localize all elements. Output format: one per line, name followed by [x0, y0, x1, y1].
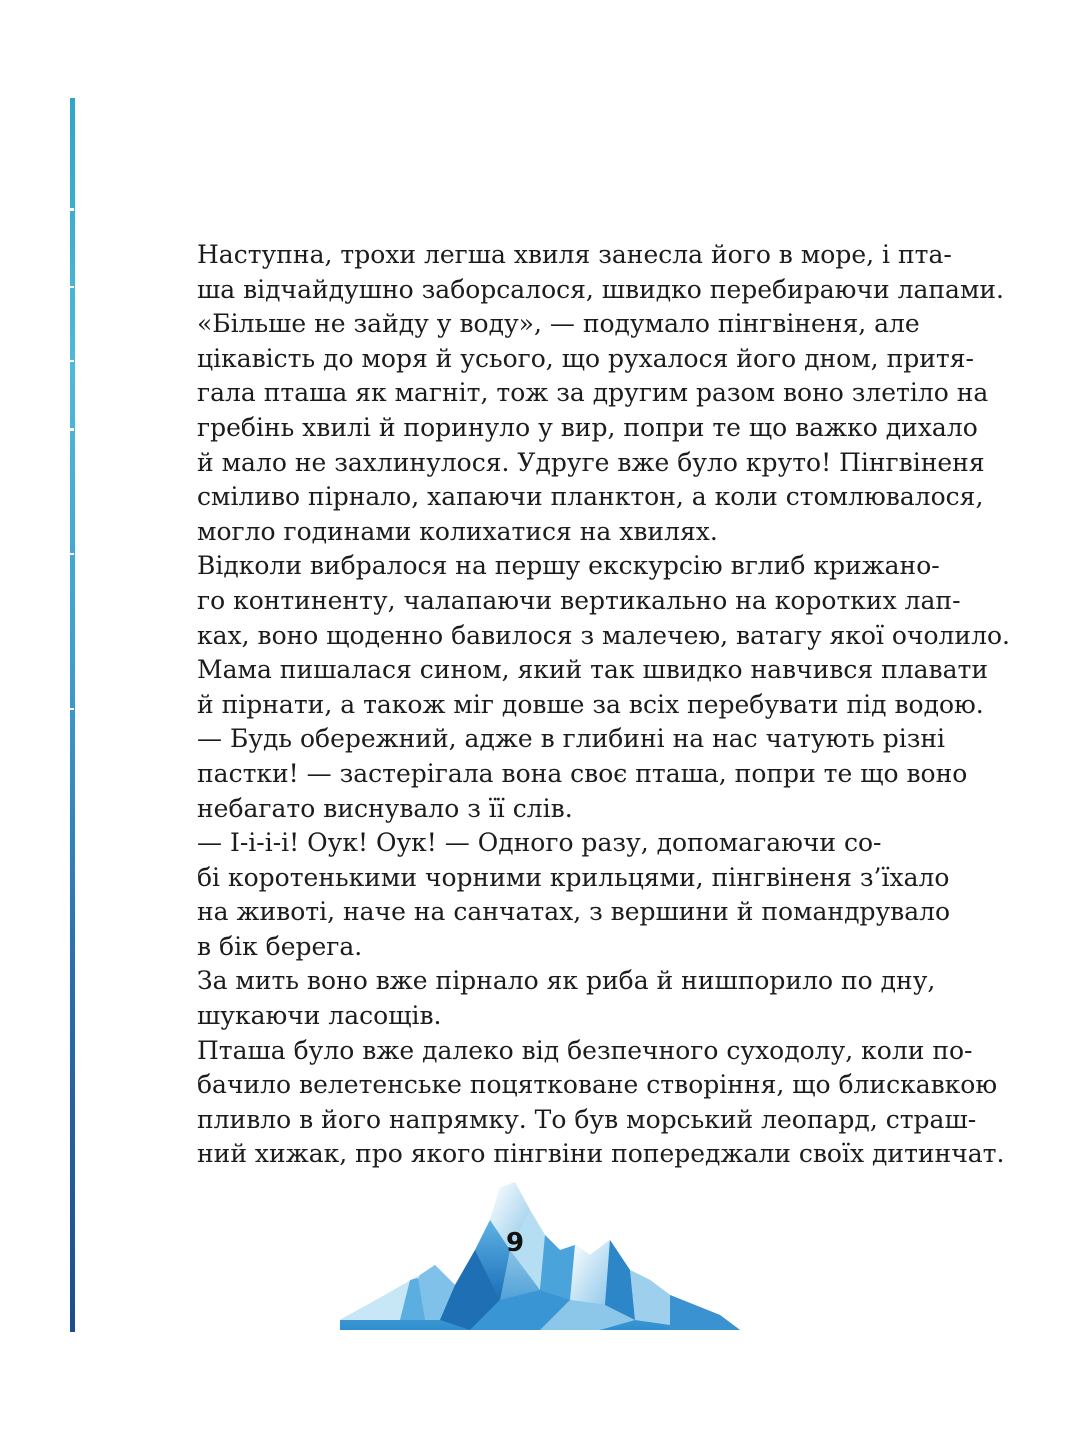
- text-line: Пташа було вже далеко від безпечного суходолу, коли по-: [197, 1035, 973, 1065]
- strip-glint: [70, 286, 74, 288]
- text-line: — І-і-і-і! Оук! Оук! — Одного разу, допомагаючи со-: [197, 828, 882, 858]
- text-line: «Більше не зайду у воду», — подумало пінгвіненя, але: [197, 309, 920, 339]
- text-line: За мить воно вже пірнало як риба й нишпорило по дну,: [197, 966, 936, 996]
- text-line: ша відчайдушно заборсалося, швидко перебираючи лапами.: [197, 274, 1004, 304]
- iceberg-illustration: [340, 1180, 750, 1335]
- text-line: й мало не захлинулося. Удруге вже було круто! Пінгвіненя: [197, 447, 985, 477]
- text-line: небагато виснувало з її слів.: [197, 793, 573, 823]
- text-line: — Будь обережний, адже в глибині на нас чатують різні: [197, 724, 946, 754]
- text-line: го континенту, чалапаючи вертикально на коротких лап-: [197, 585, 961, 615]
- body-text: [197, 238, 1010, 1172]
- text-line: шукаючи ласощів.: [197, 1001, 442, 1031]
- text-line: Відколи вибралося на першу екскурсію вглиб крижано-: [197, 551, 940, 581]
- strip-glint: [70, 708, 74, 710]
- text-line: в бік берега.: [197, 931, 363, 961]
- text-line: Мама пишалася сином, який так швидко навчився плавати: [197, 655, 989, 685]
- strip-glint: [70, 553, 74, 555]
- text-line: цікавість до моря й усього, що рухалося його дном, притя-: [197, 343, 974, 373]
- text-line: сміливо пірнало, хапаючи планктон, а коли стомлювалося,: [197, 482, 984, 512]
- strip-glint: [70, 360, 74, 362]
- text-line: пастки! — застерігала вона своє пташа, попри те що воно: [197, 758, 968, 788]
- text-line: Наступна, трохи легша хвиля занесла його в море, і пта-: [197, 240, 952, 269]
- strip-glint: [70, 428, 74, 431]
- text-line: й пірнати, а також міг довше за всіх перебувати під водою.: [197, 689, 984, 719]
- text-line: гала пташа як магніт, тож за другим разом воно злетіло на: [197, 378, 989, 408]
- text-line: ках, воно щоденно бавилося з малечею, ватагу якої очолило.: [197, 620, 1010, 650]
- text-line: бачило велетенське поцятковане створіння, що блискавкою: [197, 1070, 998, 1100]
- text-line: на животі, наче на санчатах, з вершини й помандрувало: [197, 897, 951, 927]
- decorative-side-strip: [70, 98, 75, 1332]
- text-line: ний хижак, про якого пінгвіни попереджали своїх дитинчат.: [197, 1139, 1005, 1169]
- strip-glint: [70, 208, 74, 211]
- text-line: пливло в його напрямку. То був морський леопард, страш-: [197, 1104, 977, 1134]
- text-line: бі коротенькими чорними крильцями, пінгвіненя з’їхало: [197, 862, 950, 892]
- page-number: 9: [506, 1228, 525, 1258]
- text-line: могло годинами колихатися на хвилях.: [197, 516, 718, 546]
- text-line: гребінь хвилі й поринуло у вир, попри те що важко дихало: [197, 412, 978, 442]
